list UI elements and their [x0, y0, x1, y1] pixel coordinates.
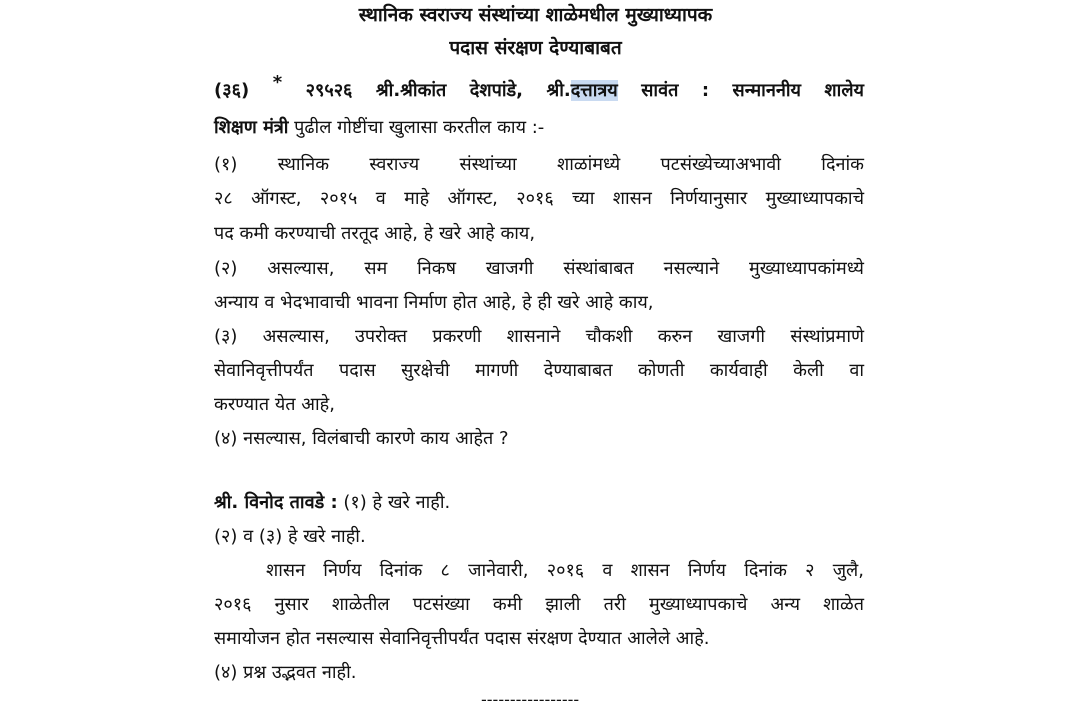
separator-line: ----------------- [481, 690, 580, 709]
question-number: (३६) [214, 80, 250, 101]
answer-paragraph-line-1: शासन निर्णय दिनांक ८ जानेवारी, २०१६ व शासन निर्णय दिनांक २ जुलै, [266, 560, 864, 581]
question-2-line-2: अन्याय व भेदभावाची भावना निर्माण होत आहे, हे ही खरे आहे काय, [214, 292, 654, 313]
question-4: (४) नसल्यास, विलंबाची कारणे काय आहेत ? [214, 428, 509, 449]
answer-1-line [214, 488, 864, 518]
question-1-line-1: (१) स्थानिक स्वराज्य संस्थांच्या शाळांमध्ये पटसंख्येच्याअभावी दिनांक [214, 154, 864, 175]
question-2-line-1: (२) असल्यास, सम निकष खाजगी संस्थांबाबत नसल्याने मुख्याध्यापकांमध्ये [214, 258, 864, 279]
answer-1: (१) हे खरे नाही. [337, 492, 451, 513]
answer-paragraph-line-2: २०१६ नुसार शाळेतील पटसंख्या कमी झाली तरी मुख्याध्यापकाचे अन्य शाळेत [214, 594, 864, 615]
question-3-line-1: (३) असल्यास, उपरोक्त प्रकरणी शासनाने चौकशी करुन खाजगी संस्थांप्रमाणे [214, 326, 864, 347]
answer-2: (२) व (३) हे खरे नाही. [214, 526, 366, 547]
heading-line-1: स्थानिक स्वराज्य संस्थांच्या शाळेमधील मुख्याध्यापक [358, 4, 713, 26]
question-1-line-3: पद कमी करण्याची तरतूद आहे, हे खरे आहे काय, [214, 223, 536, 244]
question-star: * [272, 72, 283, 93]
answer-paragraph-line-3: समायोजन होत नसल्यास सेवानिवृत्तीपर्यंत पदास संरक्षण देण्यात आलेले आहे. [214, 628, 710, 649]
highlighted-name: दत्तात्रय [570, 80, 618, 101]
answer-4: (४) प्रश्न उद्भवत नाही. [214, 662, 357, 683]
heading-line-2: पदास संरक्षण देण्याबाबत [449, 37, 622, 59]
question-3-line-2: सेवानिवृत्तीपर्यंत पदास सुरक्षेची मागणी देण्याबाबत कोणती कार्यवाही केली वा [214, 360, 864, 381]
answer-speaker: श्री. विनोद तावडे : [214, 492, 338, 513]
question-1-line-2: २८ ऑगस्ट, २०१५ व माहे ऑगस्ट, २०१६ च्या शासन निर्णयानुसार मुख्याध्यापकाचे [214, 188, 864, 209]
question-members: श्री.श्रीकांत देशपांडे, श्री.दत्तात्रय सावंत : [375, 80, 733, 101]
question-intro-rest: सन्माननीय शालेय [732, 80, 864, 101]
minister-title: शिक्षण मंत्री [214, 117, 289, 138]
question-intro-line [214, 113, 864, 143]
question-code: २९५२६ [305, 80, 353, 101]
question-intro-end: पुढील गोष्टींचा खुलासा करतील काय :- [288, 117, 545, 138]
question-3-line-3: करण्यात येत आहे, [214, 394, 335, 415]
question-header [214, 72, 864, 106]
